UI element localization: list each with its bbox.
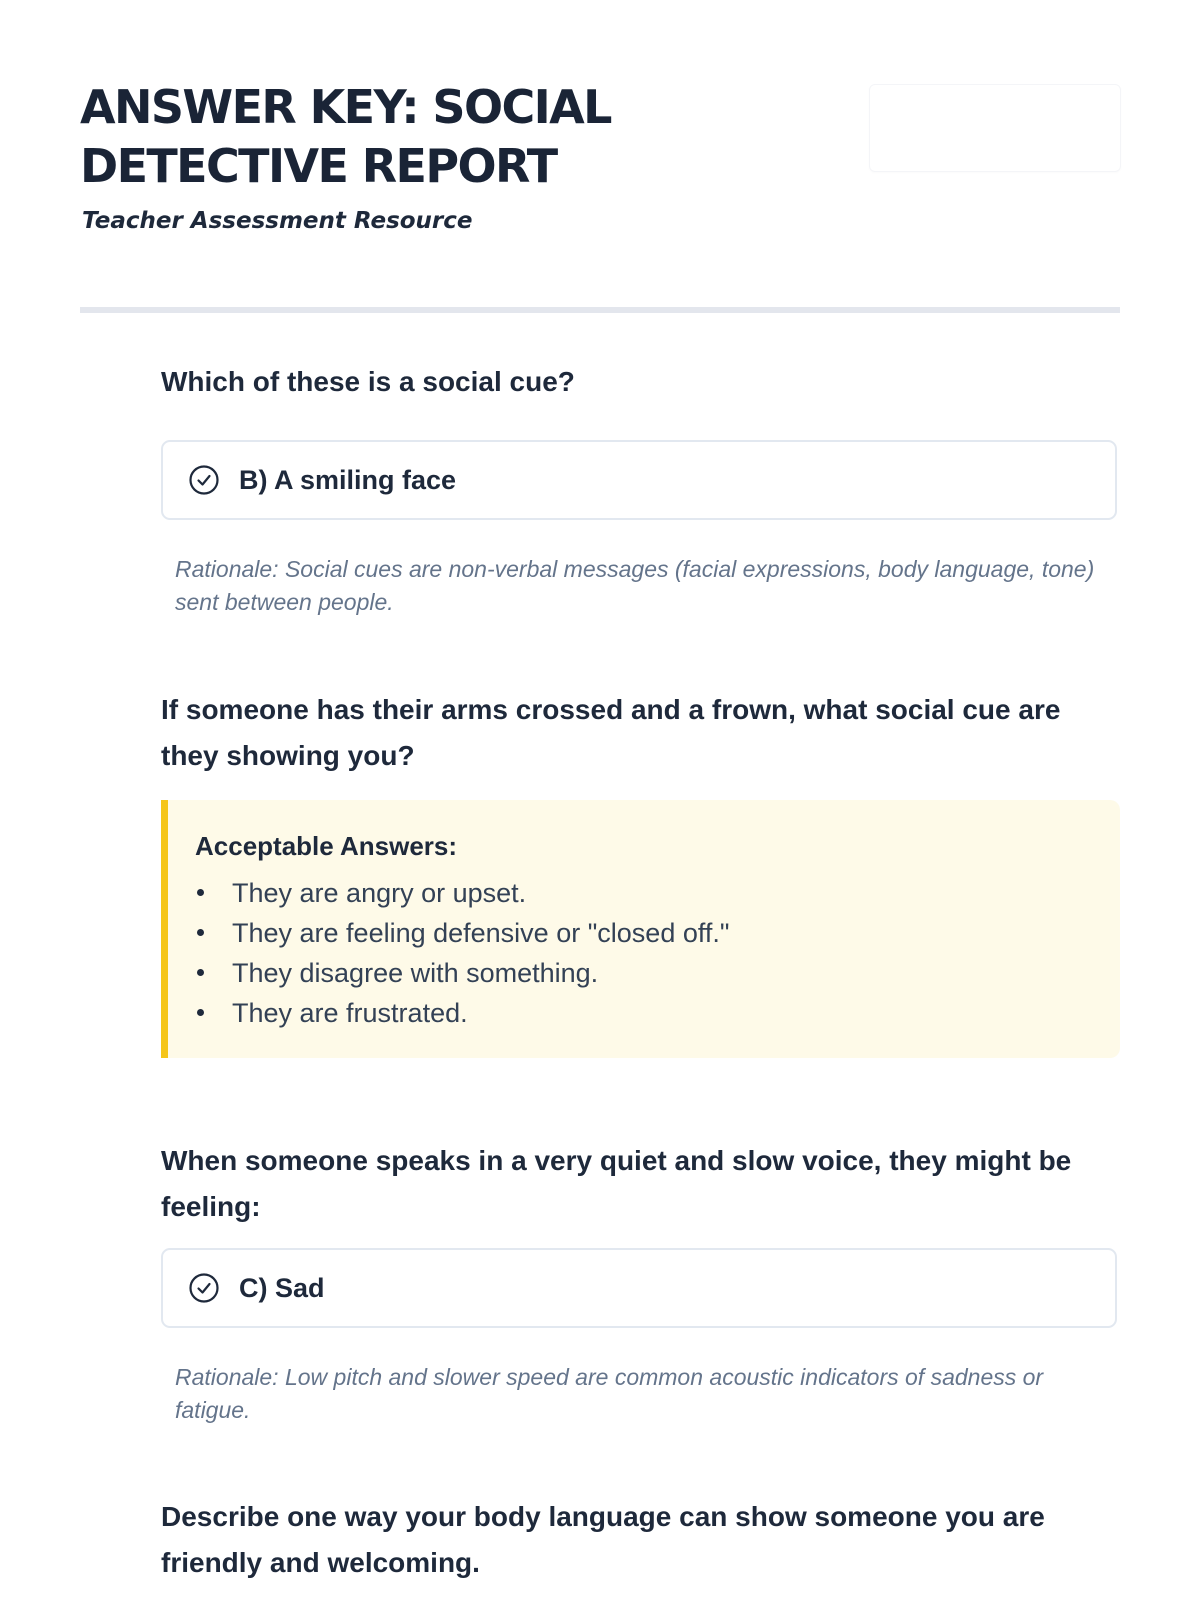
question-2: If someone has their arms crossed and a frown, what social cue are they showing you? [161,694,1061,771]
answer-box-3 [161,1248,1117,1328]
check-circle-icon [187,1271,221,1305]
acceptable-answers-list [195,873,729,1033]
header-divider [80,307,1120,313]
bullet-icon [197,889,204,896]
answer-text-3: C) Sad [239,1272,325,1303]
list-item: They disagree with something. [195,953,729,993]
list-item: They are frustrated. [195,993,729,1033]
bullet-icon [197,1009,204,1016]
rationale-1: Rationale: Social cues are non-verbal messages (facial expressions, body language, tone) sent between people. [175,556,1095,615]
acceptable-answers-box [161,800,1120,1058]
page-subtitle: Teacher Assessment Resource [82,208,473,234]
question-3: When someone speaks in a very quiet and slow voice, they might be feeling: [161,1145,1072,1222]
answer-text-1: B) A smiling face [239,464,457,495]
answer-box-1 [161,440,1117,520]
header-info-box [869,84,1121,172]
acceptable-answers-title: Acceptable Answers: [195,831,458,861]
page-header [80,78,1120,318]
page-title: ANSWER KEY: SOCIAL DETECTIVE REPORT [80,80,611,193]
check-circle-icon [187,463,221,497]
question-1: Which of these is a social cue? [161,366,575,397]
list-item: They are feeling defensive or "closed off." [195,913,729,953]
bullet-icon [197,969,204,976]
bullet-icon [197,929,204,936]
rationale-3: Rationale: Low pitch and slower speed are common acoustic indicators of sadness or fatigue. [175,1364,1044,1423]
list-item: They are angry or upset. [195,873,729,913]
question-4: Describe one way your body language can show someone you are friendly and welcoming. [161,1501,1045,1578]
